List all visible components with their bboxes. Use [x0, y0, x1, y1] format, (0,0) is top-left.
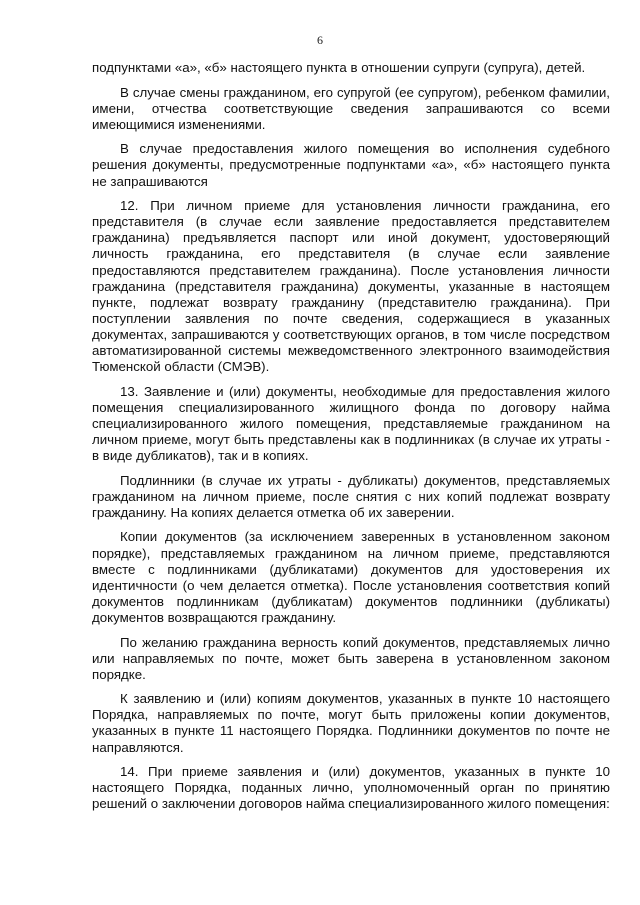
- paragraph-item-14: 14. При приеме заявления и (или) документов, указанных в пункте 10 настоящего Порядка, поданных лично, уполномоченный орган по принятию решений о заключении договоров найма специализированного жилого помещения:: [92, 764, 610, 812]
- paragraph-originals: Подлинники (в случае их утраты - дубликаты) документов, представляемых гражданином на личном приеме, после снятия с них копий подлежат возврату гражданину. На копиях делается отметка об их заверении.: [92, 472, 610, 520]
- paragraph-item-12: 12. При личном приеме для установления личности гражданина, его представителя (в случае если заявление предоставляется представителем гражданина) предъявляется паспорт или иной документ, удостоверяющий личность гражданина, его представителя (в случае если заявление предоставляются представителем гражданина). После установления личности гражданина (представителя гражданина) документы, указанные в настоящем пункте, подлежат возврату гражданину (представителю гражданина). При поступлении заявления по почте сведения, содержащиеся в указанных документах, запрашиваются у соответствующих органов, в том числе посредством автоматизированной системы межведомственного электронного взаимодействия Тюменской области (СМЭВ).: [92, 198, 610, 375]
- paragraph-continuation: подпунктами «а», «б» настоящего пункта в отношении супруги (супруга), детей.: [92, 60, 586, 75]
- paragraph-copies: Копии документов (за исключением заверенных в установленном законом порядке), представляемых гражданином на личном приеме, представляются вместе с подлинниками (дубликатами) документов для удостоверения их идентичности (о чем делается отметка). После установления соответствия копий документов подлинникам (дубликатам) документов подлинники (дубликаты) документов возвращаются гражданину.: [92, 529, 610, 625]
- paragraph-item-13: 13. Заявление и (или) документы, необходимые для предоставления жилого помещения специализированного жилищного фонда по договору найма специализированного жилого помещения, представляемые гражданином на личном приеме, могут быть представлены как в подлинниках (в случае их утраты - в виде дубликатов), так и в копиях.: [92, 383, 610, 464]
- page-number: 6: [317, 33, 323, 47]
- paragraph-name-change: В случае смены гражданином, его супругой (ее супругом), ребенком фамилии, имени, отчества соответствующие сведения запрашиваются со всеми имеющимися изменениями.: [92, 84, 610, 132]
- paragraph-mail-attachments: К заявлению и (или) копиям документов, указанных в пункте 10 настоящего Порядка, направляемых по почте, могут быть приложены копии документов, указанных в пункте 11 настоящего Порядка. Подлинники документов по почте не направляются.: [92, 691, 610, 755]
- paragraph-certification: По желанию гражданина верность копий документов, представляемых лично или направляемых по почте, может быть заверена в установленном законом порядке.: [92, 634, 610, 682]
- document-body: [92, 60, 610, 821]
- paragraph-court-decision: В случае предоставления жилого помещения во исполнения судебного решения документы, предусмотренные подпунктами «а», «б» настоящего пункта не запрашиваются: [92, 141, 610, 189]
